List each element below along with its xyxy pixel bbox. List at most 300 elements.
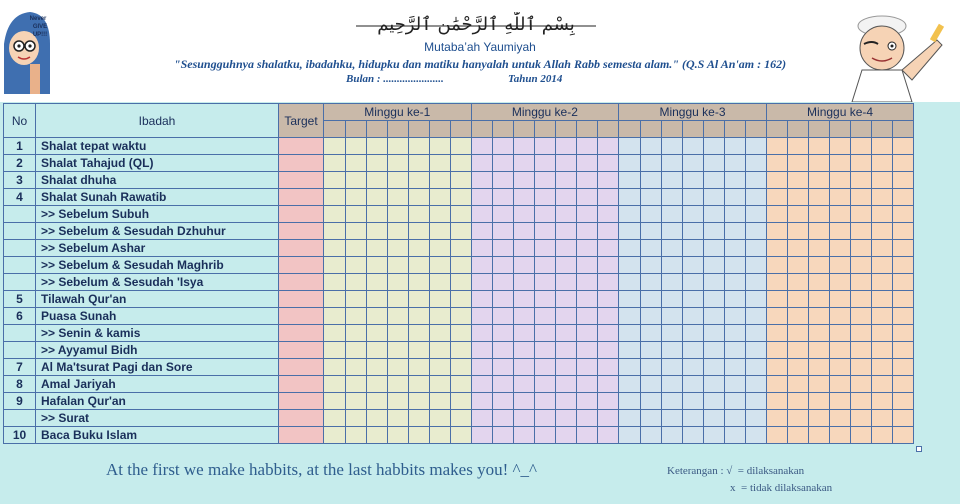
tracking-cell[interactable] bbox=[661, 274, 682, 291]
tracking-cell[interactable] bbox=[493, 427, 514, 444]
tracking-cell[interactable] bbox=[324, 257, 346, 274]
tracking-cell[interactable] bbox=[493, 155, 514, 172]
tracking-cell[interactable] bbox=[429, 138, 450, 155]
tracking-cell[interactable] bbox=[598, 189, 619, 206]
tracking-cell[interactable] bbox=[535, 291, 556, 308]
tracking-cell[interactable] bbox=[577, 342, 598, 359]
tracking-cell[interactable] bbox=[408, 342, 429, 359]
target-cell[interactable] bbox=[279, 410, 324, 427]
tracking-cell[interactable] bbox=[872, 325, 893, 342]
tracking-cell[interactable] bbox=[493, 393, 514, 410]
tracking-cell[interactable] bbox=[535, 240, 556, 257]
tracking-cell[interactable] bbox=[514, 359, 535, 376]
target-cell[interactable] bbox=[279, 291, 324, 308]
tracking-cell[interactable] bbox=[872, 206, 893, 223]
tracking-cell[interactable] bbox=[766, 189, 788, 206]
tracking-cell[interactable] bbox=[514, 240, 535, 257]
tracking-cell[interactable] bbox=[345, 274, 366, 291]
tracking-cell[interactable] bbox=[556, 427, 577, 444]
tracking-cell[interactable] bbox=[535, 206, 556, 223]
tracking-cell[interactable] bbox=[535, 274, 556, 291]
tracking-cell[interactable] bbox=[619, 206, 641, 223]
tracking-cell[interactable] bbox=[619, 342, 641, 359]
tracking-cell[interactable] bbox=[872, 359, 893, 376]
tracking-cell[interactable] bbox=[471, 189, 493, 206]
tracking-cell[interactable] bbox=[893, 342, 914, 359]
tracking-cell[interactable] bbox=[851, 172, 872, 189]
tracking-cell[interactable] bbox=[724, 359, 745, 376]
tracking-cell[interactable] bbox=[661, 291, 682, 308]
tracking-cell[interactable] bbox=[682, 155, 703, 172]
tracking-cell[interactable] bbox=[872, 308, 893, 325]
tracking-cell[interactable] bbox=[493, 138, 514, 155]
tracking-cell[interactable] bbox=[661, 359, 682, 376]
tracking-cell[interactable] bbox=[556, 240, 577, 257]
tracking-cell[interactable] bbox=[682, 138, 703, 155]
tracking-cell[interactable] bbox=[766, 291, 788, 308]
tracking-cell[interactable] bbox=[830, 155, 851, 172]
tracking-cell[interactable] bbox=[788, 257, 809, 274]
tracking-cell[interactable] bbox=[788, 393, 809, 410]
tracking-cell[interactable] bbox=[809, 155, 830, 172]
tracking-cell[interactable] bbox=[661, 189, 682, 206]
tracking-cell[interactable] bbox=[682, 223, 703, 240]
tracking-cell[interactable] bbox=[598, 138, 619, 155]
tracking-cell[interactable] bbox=[893, 393, 914, 410]
tracking-cell[interactable] bbox=[766, 274, 788, 291]
tracking-cell[interactable] bbox=[387, 410, 408, 427]
tracking-cell[interactable] bbox=[661, 155, 682, 172]
tracking-cell[interactable] bbox=[471, 308, 493, 325]
tracking-cell[interactable] bbox=[788, 206, 809, 223]
tracking-cell[interactable] bbox=[493, 223, 514, 240]
tracking-cell[interactable] bbox=[809, 240, 830, 257]
tracking-cell[interactable] bbox=[345, 427, 366, 444]
tracking-cell[interactable] bbox=[556, 223, 577, 240]
tracking-cell[interactable] bbox=[766, 325, 788, 342]
tracking-cell[interactable] bbox=[661, 427, 682, 444]
tracking-cell[interactable] bbox=[619, 308, 641, 325]
tracking-cell[interactable] bbox=[619, 376, 641, 393]
tracking-cell[interactable] bbox=[619, 274, 641, 291]
tracking-cell[interactable] bbox=[703, 359, 724, 376]
tracking-cell[interactable] bbox=[471, 240, 493, 257]
tracking-cell[interactable] bbox=[450, 223, 471, 240]
tracking-cell[interactable] bbox=[577, 172, 598, 189]
tracking-cell[interactable] bbox=[324, 206, 346, 223]
tracking-cell[interactable] bbox=[682, 393, 703, 410]
tracking-cell[interactable] bbox=[830, 223, 851, 240]
tracking-cell[interactable] bbox=[577, 223, 598, 240]
tracking-cell[interactable] bbox=[745, 410, 766, 427]
tracking-cell[interactable] bbox=[366, 257, 387, 274]
tracking-cell[interactable] bbox=[893, 257, 914, 274]
tracking-cell[interactable] bbox=[619, 291, 641, 308]
tracking-cell[interactable] bbox=[766, 240, 788, 257]
tracking-cell[interactable] bbox=[745, 308, 766, 325]
tracking-cell[interactable] bbox=[577, 359, 598, 376]
tracking-cell[interactable] bbox=[682, 257, 703, 274]
tracking-cell[interactable] bbox=[324, 342, 346, 359]
tracking-cell[interactable] bbox=[851, 359, 872, 376]
tracking-cell[interactable] bbox=[514, 138, 535, 155]
tracking-cell[interactable] bbox=[872, 240, 893, 257]
tracking-cell[interactable] bbox=[429, 274, 450, 291]
tracking-cell[interactable] bbox=[493, 206, 514, 223]
tracking-cell[interactable] bbox=[640, 206, 661, 223]
tracking-cell[interactable] bbox=[345, 189, 366, 206]
tracking-cell[interactable] bbox=[640, 359, 661, 376]
tracking-cell[interactable] bbox=[493, 342, 514, 359]
tracking-cell[interactable] bbox=[851, 291, 872, 308]
tracking-cell[interactable] bbox=[345, 376, 366, 393]
tracking-cell[interactable] bbox=[535, 172, 556, 189]
tracking-cell[interactable] bbox=[619, 189, 641, 206]
tracking-cell[interactable] bbox=[703, 342, 724, 359]
tracking-cell[interactable] bbox=[450, 257, 471, 274]
tracking-cell[interactable] bbox=[661, 223, 682, 240]
tracking-cell[interactable] bbox=[640, 325, 661, 342]
tracking-cell[interactable] bbox=[577, 274, 598, 291]
tracking-cell[interactable] bbox=[809, 393, 830, 410]
tracking-cell[interactable] bbox=[450, 240, 471, 257]
tracking-cell[interactable] bbox=[324, 189, 346, 206]
tracking-cell[interactable] bbox=[788, 223, 809, 240]
tracking-cell[interactable] bbox=[766, 410, 788, 427]
tracking-cell[interactable] bbox=[893, 410, 914, 427]
tracking-cell[interactable] bbox=[450, 393, 471, 410]
tracking-cell[interactable] bbox=[556, 308, 577, 325]
tracking-cell[interactable] bbox=[703, 155, 724, 172]
tracking-cell[interactable] bbox=[450, 172, 471, 189]
tracking-cell[interactable] bbox=[450, 427, 471, 444]
tracking-cell[interactable] bbox=[450, 410, 471, 427]
tracking-cell[interactable] bbox=[345, 291, 366, 308]
tracking-cell[interactable] bbox=[514, 274, 535, 291]
tracking-cell[interactable] bbox=[598, 257, 619, 274]
tracking-cell[interactable] bbox=[408, 155, 429, 172]
tracking-cell[interactable] bbox=[366, 359, 387, 376]
tracking-cell[interactable] bbox=[471, 172, 493, 189]
tracking-cell[interactable] bbox=[724, 257, 745, 274]
tracking-cell[interactable] bbox=[809, 223, 830, 240]
tracking-cell[interactable] bbox=[535, 308, 556, 325]
tracking-cell[interactable] bbox=[851, 376, 872, 393]
tracking-cell[interactable] bbox=[366, 155, 387, 172]
tracking-cell[interactable] bbox=[703, 291, 724, 308]
tracking-cell[interactable] bbox=[893, 376, 914, 393]
tracking-cell[interactable] bbox=[598, 274, 619, 291]
tracking-cell[interactable] bbox=[788, 342, 809, 359]
tracking-cell[interactable] bbox=[809, 257, 830, 274]
tracking-cell[interactable] bbox=[830, 172, 851, 189]
target-cell[interactable] bbox=[279, 189, 324, 206]
target-cell[interactable] bbox=[279, 155, 324, 172]
tracking-cell[interactable] bbox=[429, 240, 450, 257]
tracking-cell[interactable] bbox=[745, 274, 766, 291]
tracking-cell[interactable] bbox=[556, 410, 577, 427]
tracking-cell[interactable] bbox=[830, 308, 851, 325]
tracking-cell[interactable] bbox=[724, 206, 745, 223]
tracking-cell[interactable] bbox=[851, 393, 872, 410]
tracking-cell[interactable] bbox=[682, 274, 703, 291]
tracking-cell[interactable] bbox=[745, 257, 766, 274]
tracking-cell[interactable] bbox=[471, 342, 493, 359]
target-cell[interactable] bbox=[279, 223, 324, 240]
tracking-cell[interactable] bbox=[640, 138, 661, 155]
tracking-cell[interactable] bbox=[387, 325, 408, 342]
tracking-cell[interactable] bbox=[830, 274, 851, 291]
tracking-cell[interactable] bbox=[429, 172, 450, 189]
tracking-cell[interactable] bbox=[577, 257, 598, 274]
tracking-cell[interactable] bbox=[724, 393, 745, 410]
tracking-cell[interactable] bbox=[429, 342, 450, 359]
tracking-cell[interactable] bbox=[556, 172, 577, 189]
tracking-cell[interactable] bbox=[724, 155, 745, 172]
tracking-cell[interactable] bbox=[429, 410, 450, 427]
tracking-cell[interactable] bbox=[345, 257, 366, 274]
tracking-cell[interactable] bbox=[851, 342, 872, 359]
tracking-cell[interactable] bbox=[514, 376, 535, 393]
tracking-cell[interactable] bbox=[387, 359, 408, 376]
tracking-cell[interactable] bbox=[661, 342, 682, 359]
tracking-cell[interactable] bbox=[724, 274, 745, 291]
tracking-cell[interactable] bbox=[514, 291, 535, 308]
tracking-cell[interactable] bbox=[830, 410, 851, 427]
tracking-cell[interactable] bbox=[471, 291, 493, 308]
tracking-cell[interactable] bbox=[830, 206, 851, 223]
tracking-cell[interactable] bbox=[598, 376, 619, 393]
tracking-cell[interactable] bbox=[703, 257, 724, 274]
tracking-cell[interactable] bbox=[556, 155, 577, 172]
tracking-cell[interactable] bbox=[703, 189, 724, 206]
tracking-cell[interactable] bbox=[324, 308, 346, 325]
tracking-cell[interactable] bbox=[387, 291, 408, 308]
tracking-cell[interactable] bbox=[640, 223, 661, 240]
tracking-cell[interactable] bbox=[366, 308, 387, 325]
tracking-cell[interactable] bbox=[745, 325, 766, 342]
tracking-cell[interactable] bbox=[809, 206, 830, 223]
tracking-cell[interactable] bbox=[766, 342, 788, 359]
target-cell[interactable] bbox=[279, 308, 324, 325]
tracking-cell[interactable] bbox=[324, 223, 346, 240]
tracking-cell[interactable] bbox=[640, 376, 661, 393]
tracking-cell[interactable] bbox=[766, 223, 788, 240]
tracking-cell[interactable] bbox=[577, 189, 598, 206]
tracking-cell[interactable] bbox=[345, 206, 366, 223]
tracking-cell[interactable] bbox=[809, 189, 830, 206]
tracking-cell[interactable] bbox=[556, 206, 577, 223]
tracking-cell[interactable] bbox=[535, 359, 556, 376]
tracking-cell[interactable] bbox=[745, 206, 766, 223]
tracking-cell[interactable] bbox=[619, 223, 641, 240]
tracking-cell[interactable] bbox=[408, 206, 429, 223]
target-cell[interactable] bbox=[279, 206, 324, 223]
tracking-cell[interactable] bbox=[471, 206, 493, 223]
tracking-cell[interactable] bbox=[640, 240, 661, 257]
tracking-cell[interactable] bbox=[556, 189, 577, 206]
tracking-cell[interactable] bbox=[450, 155, 471, 172]
tracking-cell[interactable] bbox=[893, 223, 914, 240]
tracking-cell[interactable] bbox=[851, 274, 872, 291]
tracking-cell[interactable] bbox=[724, 308, 745, 325]
tracking-cell[interactable] bbox=[851, 427, 872, 444]
tracking-cell[interactable] bbox=[598, 410, 619, 427]
tracking-cell[interactable] bbox=[450, 291, 471, 308]
tracking-cell[interactable] bbox=[471, 138, 493, 155]
tracking-cell[interactable] bbox=[345, 223, 366, 240]
tracking-cell[interactable] bbox=[788, 189, 809, 206]
tracking-cell[interactable] bbox=[598, 393, 619, 410]
tracking-cell[interactable] bbox=[788, 359, 809, 376]
target-cell[interactable] bbox=[279, 376, 324, 393]
tracking-cell[interactable] bbox=[661, 206, 682, 223]
tracking-cell[interactable] bbox=[703, 240, 724, 257]
tracking-cell[interactable] bbox=[366, 376, 387, 393]
tracking-cell[interactable] bbox=[577, 376, 598, 393]
tracking-cell[interactable] bbox=[851, 325, 872, 342]
tracking-cell[interactable] bbox=[408, 359, 429, 376]
tracking-cell[interactable] bbox=[788, 410, 809, 427]
tracking-cell[interactable] bbox=[535, 410, 556, 427]
tracking-cell[interactable] bbox=[429, 325, 450, 342]
tracking-cell[interactable] bbox=[324, 172, 346, 189]
tracking-cell[interactable] bbox=[745, 189, 766, 206]
tracking-cell[interactable] bbox=[471, 393, 493, 410]
tracking-cell[interactable] bbox=[408, 223, 429, 240]
tracking-cell[interactable] bbox=[661, 240, 682, 257]
tracking-cell[interactable] bbox=[366, 291, 387, 308]
tracking-cell[interactable] bbox=[429, 291, 450, 308]
tracking-cell[interactable] bbox=[661, 393, 682, 410]
tracking-cell[interactable] bbox=[429, 223, 450, 240]
tracking-cell[interactable] bbox=[535, 427, 556, 444]
tracking-cell[interactable] bbox=[788, 240, 809, 257]
tracking-cell[interactable] bbox=[366, 138, 387, 155]
tracking-cell[interactable] bbox=[345, 325, 366, 342]
tracking-cell[interactable] bbox=[851, 257, 872, 274]
tracking-cell[interactable] bbox=[598, 206, 619, 223]
tracking-cell[interactable] bbox=[387, 274, 408, 291]
tracking-cell[interactable] bbox=[724, 325, 745, 342]
tracking-cell[interactable] bbox=[661, 257, 682, 274]
tracking-cell[interactable] bbox=[703, 172, 724, 189]
tracking-cell[interactable] bbox=[514, 410, 535, 427]
tracking-cell[interactable] bbox=[471, 274, 493, 291]
target-cell[interactable] bbox=[279, 325, 324, 342]
tracking-cell[interactable] bbox=[324, 240, 346, 257]
tracking-cell[interactable] bbox=[429, 155, 450, 172]
tracking-cell[interactable] bbox=[471, 359, 493, 376]
tracking-cell[interactable] bbox=[724, 223, 745, 240]
tracking-cell[interactable] bbox=[619, 138, 641, 155]
tracking-cell[interactable] bbox=[556, 342, 577, 359]
tracking-cell[interactable] bbox=[745, 376, 766, 393]
tracking-cell[interactable] bbox=[535, 393, 556, 410]
tracking-cell[interactable] bbox=[535, 257, 556, 274]
tracking-cell[interactable] bbox=[809, 410, 830, 427]
tracking-cell[interactable] bbox=[408, 410, 429, 427]
tracking-cell[interactable] bbox=[366, 427, 387, 444]
tracking-cell[interactable] bbox=[556, 291, 577, 308]
tracking-cell[interactable] bbox=[830, 325, 851, 342]
tracking-cell[interactable] bbox=[893, 427, 914, 444]
tracking-cell[interactable] bbox=[535, 223, 556, 240]
tracking-cell[interactable] bbox=[809, 342, 830, 359]
tracking-cell[interactable] bbox=[514, 155, 535, 172]
tracking-cell[interactable] bbox=[387, 308, 408, 325]
tracking-cell[interactable] bbox=[872, 155, 893, 172]
tracking-cell[interactable] bbox=[745, 138, 766, 155]
tracking-cell[interactable] bbox=[471, 325, 493, 342]
tracking-cell[interactable] bbox=[450, 308, 471, 325]
tracking-cell[interactable] bbox=[598, 427, 619, 444]
tracking-cell[interactable] bbox=[766, 172, 788, 189]
tracking-cell[interactable] bbox=[830, 393, 851, 410]
tracking-cell[interactable] bbox=[345, 393, 366, 410]
tracking-cell[interactable] bbox=[556, 376, 577, 393]
tracking-cell[interactable] bbox=[893, 325, 914, 342]
tracking-cell[interactable] bbox=[387, 206, 408, 223]
tracking-cell[interactable] bbox=[703, 410, 724, 427]
tracking-cell[interactable] bbox=[703, 376, 724, 393]
tracking-cell[interactable] bbox=[429, 393, 450, 410]
tracking-cell[interactable] bbox=[408, 189, 429, 206]
tracking-cell[interactable] bbox=[493, 325, 514, 342]
tracking-cell[interactable] bbox=[872, 257, 893, 274]
tracking-cell[interactable] bbox=[324, 427, 346, 444]
tracking-cell[interactable] bbox=[324, 274, 346, 291]
tracking-cell[interactable] bbox=[788, 325, 809, 342]
tracking-cell[interactable] bbox=[345, 359, 366, 376]
tracking-cell[interactable] bbox=[682, 342, 703, 359]
tracking-cell[interactable] bbox=[387, 342, 408, 359]
tracking-cell[interactable] bbox=[661, 410, 682, 427]
tracking-cell[interactable] bbox=[809, 274, 830, 291]
tracking-cell[interactable] bbox=[429, 257, 450, 274]
tracking-cell[interactable] bbox=[851, 240, 872, 257]
tracking-cell[interactable] bbox=[724, 240, 745, 257]
tracking-cell[interactable] bbox=[682, 427, 703, 444]
tracking-cell[interactable] bbox=[661, 308, 682, 325]
tracking-cell[interactable] bbox=[577, 410, 598, 427]
tracking-cell[interactable] bbox=[598, 342, 619, 359]
tracking-cell[interactable] bbox=[450, 138, 471, 155]
tracking-cell[interactable] bbox=[345, 155, 366, 172]
tracking-cell[interactable] bbox=[408, 376, 429, 393]
tracking-cell[interactable] bbox=[682, 410, 703, 427]
tracking-cell[interactable] bbox=[830, 138, 851, 155]
tracking-cell[interactable] bbox=[724, 342, 745, 359]
tracking-cell[interactable] bbox=[514, 257, 535, 274]
tracking-cell[interactable] bbox=[429, 206, 450, 223]
tracking-cell[interactable] bbox=[872, 274, 893, 291]
tracking-cell[interactable] bbox=[830, 359, 851, 376]
tracking-cell[interactable] bbox=[682, 359, 703, 376]
tracking-cell[interactable] bbox=[493, 240, 514, 257]
tracking-cell[interactable] bbox=[809, 359, 830, 376]
tracking-cell[interactable] bbox=[745, 172, 766, 189]
tracking-cell[interactable] bbox=[830, 240, 851, 257]
tracking-cell[interactable] bbox=[408, 274, 429, 291]
tracking-cell[interactable] bbox=[619, 172, 641, 189]
tracking-cell[interactable] bbox=[577, 308, 598, 325]
tracking-cell[interactable] bbox=[598, 308, 619, 325]
tracking-cell[interactable] bbox=[556, 257, 577, 274]
tracking-cell[interactable] bbox=[703, 325, 724, 342]
tracking-cell[interactable] bbox=[598, 172, 619, 189]
tracking-cell[interactable] bbox=[493, 308, 514, 325]
